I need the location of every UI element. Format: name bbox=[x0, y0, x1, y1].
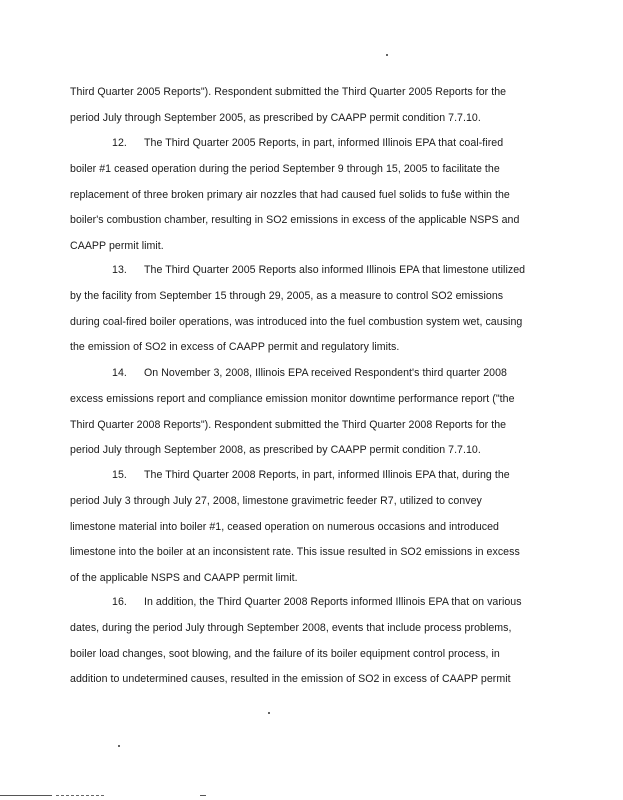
paragraph-14 bbox=[70, 361, 550, 464]
footer-dashed-rule bbox=[56, 795, 104, 796]
scan-speck bbox=[118, 745, 120, 747]
paragraph-line: replacement of three broken primary air nozzles that had caused fuel solids to fuse within the bbox=[70, 188, 510, 201]
paragraph-line: period July 3 through July 27, 2008, limestone gravimetric feeder R7, utilized to convey bbox=[70, 494, 482, 507]
paragraph-line: addition to undetermined causes, resulted in the emission of SO2 in excess of CAAPP permit bbox=[70, 673, 511, 686]
paragraph-line: of the applicable NSPS and CAAPP permit limit. bbox=[70, 572, 298, 585]
paragraph-number: 15. bbox=[112, 469, 127, 481]
paragraph-number: 14. bbox=[112, 367, 127, 379]
paragraph-line: boiler #1 ceased operation during the period September 9 through 15, 2005 to facilitate the bbox=[70, 162, 500, 175]
paragraph-line: the emission of SO2 in excess of CAAPP permit and regulatory limits. bbox=[70, 341, 400, 354]
paragraph-line: boiler load changes, soot blowing, and the failure of its boiler equipment control process, in bbox=[70, 647, 500, 660]
paragraph-line: during coal-fired boiler operations, was introduced into the fuel combustion system wet, causing bbox=[70, 315, 523, 328]
paragraph-12 bbox=[70, 131, 550, 260]
paragraph-13 bbox=[70, 258, 550, 361]
scan-speck bbox=[386, 54, 388, 56]
footer-rule bbox=[0, 795, 52, 796]
paragraph-line: The Third Quarter 2008 Reports, in part, informed Illinois EPA that, during the bbox=[144, 469, 510, 481]
paragraph-line: Third Quarter 2005 Reports"). Respondent submitted the Third Quarter 2005 Reports for the bbox=[70, 86, 507, 98]
footer-mark bbox=[200, 795, 206, 796]
paragraph-line: In addition, the Third Quarter 2008 Reports informed Illinois EPA that on various bbox=[144, 596, 522, 608]
paragraph-line: by the facility from September 15 through 29, 2005, as a measure to control SO2 emissions bbox=[70, 289, 504, 302]
paragraph-line: period July through September 2008, as prescribed by CAAPP permit condition 7.7.10. bbox=[70, 444, 481, 457]
paragraph-16 bbox=[70, 590, 550, 693]
paragraph-intro bbox=[70, 80, 550, 132]
paragraph-line: limestone into the boiler at an inconsistent rate. This issue resulted in SO2 emissions in excess bbox=[70, 546, 520, 559]
paragraph-15 bbox=[70, 463, 550, 592]
paragraph-line: excess emissions report and compliance emission monitor downtime performance report ("the bbox=[70, 392, 515, 405]
paragraph-number: 12. bbox=[112, 137, 127, 149]
paragraph-line: The Third Quarter 2005 Reports, in part, informed Illinois EPA that coal-fired bbox=[144, 137, 504, 149]
paragraph-line: On November 3, 2008, Illinois EPA received Respondent's third quarter 2008 bbox=[144, 367, 507, 379]
paragraph-line: CAAPP permit limit. bbox=[70, 240, 164, 253]
paragraph-line: boiler's combustion chamber, resulting in SO2 emissions in excess of the applicable NSPS and bbox=[70, 214, 520, 227]
paragraph-line: period July through September 2005, as prescribed by CAAPP permit condition 7.7.10. bbox=[70, 111, 481, 124]
paragraph-line: The Third Quarter 2005 Reports also informed Illinois EPA that limestone utilized bbox=[144, 264, 526, 276]
paragraph-number: 16. bbox=[112, 596, 127, 608]
paragraph-number: 13. bbox=[112, 264, 127, 276]
paragraph-line: limestone material into boiler #1, ceased operation on numerous occasions and introduced bbox=[70, 520, 499, 533]
paragraph-line: dates, during the period July through September 2008, events that include process problems, bbox=[70, 621, 512, 634]
paragraph-line: Third Quarter 2008 Reports"). Respondent submitted the Third Quarter 2008 Reports for the bbox=[70, 418, 507, 431]
scan-speck bbox=[268, 712, 270, 714]
